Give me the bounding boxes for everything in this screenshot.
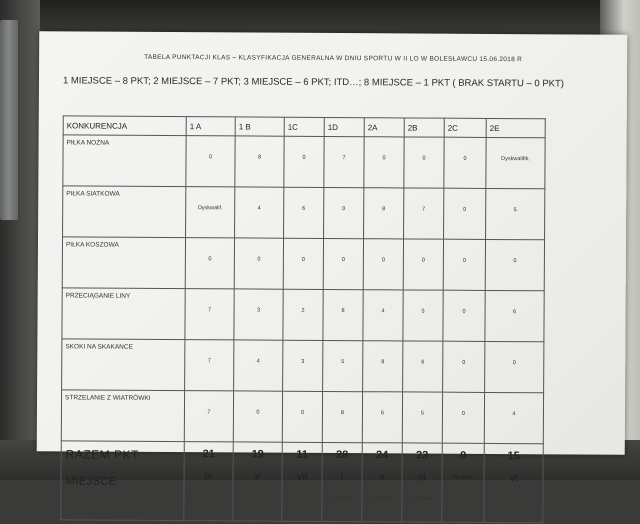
score-cell: 0 <box>186 136 235 187</box>
score-cell: 5 <box>323 340 363 391</box>
note: 1 zielona <box>362 495 401 501</box>
header-class: 1D <box>324 117 364 136</box>
table-row <box>63 186 545 240</box>
document-title: TABELA PUNKTACJI KLAS – KLASYFIKACJA GENERALNA W DNIU SPORTU W II LO W BOLESŁAWCU 15.06.2018 R <box>39 53 627 64</box>
header-class: 2B <box>404 118 444 137</box>
score-cell: 4 <box>363 290 403 341</box>
score-cell: 4 <box>234 340 283 391</box>
table-row <box>63 135 545 189</box>
total-points: 21 <box>185 448 233 460</box>
note: 1 zielona <box>402 495 441 501</box>
totals-label-cell <box>61 441 184 521</box>
discipline-name: PIŁKA KOSZOWA <box>62 237 185 289</box>
place-value: VI <box>485 473 543 483</box>
note: 2 zielone <box>322 495 361 501</box>
score-cell: 8 <box>364 188 404 239</box>
score-cell: 0 <box>364 137 404 188</box>
total-cell <box>233 442 282 521</box>
total-points: 11 <box>283 449 322 461</box>
total-cell <box>362 443 402 522</box>
total-cell <box>402 443 442 522</box>
score-cell: 0 <box>233 391 282 442</box>
header-class: 2E <box>486 118 545 137</box>
score-cell: 4 <box>484 392 543 443</box>
score-cell: 6 <box>485 290 544 341</box>
total-points: 15 <box>485 450 543 462</box>
discipline-name: PIŁKA NOŻNA <box>63 135 186 187</box>
total-cell <box>484 443 543 522</box>
score-cell: 0 <box>363 239 403 290</box>
total-points: 19 <box>234 448 282 460</box>
discipline-name: PIŁKA SIATKOWA <box>63 186 186 238</box>
score-cell: 0 <box>485 239 544 290</box>
score-cell: 7 <box>185 340 234 391</box>
score-cell: 0 <box>444 137 486 188</box>
total-cell <box>322 442 362 521</box>
points-rule: 1 MIEJSCE – 8 PKT; 2 MIEJSCE – 7 PKT; 3 MIEJSCE – 6 PKT; ITD…; 8 MIEJSCE – 1 PKT ( BRAK STARTU – 0 PKT) <box>63 75 617 89</box>
score-cell: 8 <box>363 341 403 392</box>
table-row <box>62 237 544 291</box>
discipline-name: STRZELANIE Z WIATRÓWKI <box>61 390 184 442</box>
total-points: 24 <box>363 449 402 461</box>
score-table <box>60 115 545 523</box>
score-cell: 0 <box>185 238 234 289</box>
total-cell <box>282 442 322 521</box>
score-cell: 0 <box>403 239 443 290</box>
score-cell: Dyskwalif. <box>186 187 235 238</box>
paper-sheet <box>37 31 628 455</box>
score-cell: 0 <box>283 238 323 289</box>
place-value: V <box>234 471 282 481</box>
score-cell: 8 <box>235 136 284 187</box>
score-cell: 5 <box>486 188 545 239</box>
total-points: 28 <box>323 449 362 461</box>
score-cell: 3 <box>283 340 323 391</box>
total-points: 0 <box>443 450 484 462</box>
score-cell: 0 <box>485 341 544 392</box>
binder-edge <box>0 20 18 220</box>
discipline-name: PRZECIĄGANIE LINY <box>62 288 185 340</box>
score-cell: 7 <box>404 188 444 239</box>
score-cell: 7 <box>185 289 234 340</box>
score-cell: 4 <box>235 187 284 238</box>
score-cell: 0 <box>284 136 324 187</box>
discipline-name: SKOKI NA SKAKANCE <box>62 339 185 391</box>
totals-label: RAZEM PKT <box>66 447 139 461</box>
score-cell: 6 <box>284 187 324 238</box>
score-cell: 0 <box>404 137 444 188</box>
table-row <box>62 288 544 342</box>
header-class: 2A <box>364 118 404 137</box>
total-points: 23 <box>403 449 442 461</box>
score-cell: 3 <box>234 289 283 340</box>
place-value: VII <box>283 472 322 482</box>
table-row <box>61 390 543 444</box>
score-cell: 8 <box>323 289 363 340</box>
place-value: Nie start. <box>443 475 484 481</box>
place-value: I <box>323 472 362 482</box>
score-cell: 0 <box>443 239 485 290</box>
total-cell <box>184 442 233 521</box>
score-cell: 5 <box>403 290 443 341</box>
score-cell: 0 <box>442 392 484 443</box>
total-cell <box>442 443 484 522</box>
score-cell: 0 <box>234 238 283 289</box>
totals-row <box>61 441 543 523</box>
table-row <box>62 339 544 393</box>
score-cell: 0 <box>443 290 485 341</box>
score-cell: 8 <box>322 391 362 442</box>
score-cell: 0 <box>444 188 486 239</box>
place-value: IV <box>185 471 233 481</box>
score-cell: Dyskwalifik. <box>486 137 545 188</box>
place-label: MIEJSCE <box>66 475 117 487</box>
header-class: 1C <box>284 117 324 136</box>
score-cell: 2 <box>283 289 323 340</box>
score-cell: 0 <box>282 391 322 442</box>
header-class: 1 A <box>186 117 235 136</box>
score-cell: 6 <box>403 341 443 392</box>
score-cell: 0 <box>443 341 485 392</box>
place-value: II <box>363 472 402 482</box>
place-value: III <box>403 472 442 482</box>
score-cell: 0 <box>323 238 363 289</box>
score-cell: 7 <box>184 391 233 442</box>
score-cell: 6 <box>362 392 402 443</box>
header-class: 2C <box>444 118 486 137</box>
score-cell: 0 <box>324 187 364 238</box>
score-cell: 5 <box>402 392 442 443</box>
header-class: 1 B <box>235 117 284 136</box>
score-cell: 7 <box>324 136 364 187</box>
header-discipline: KONKURENCJA <box>63 116 186 136</box>
